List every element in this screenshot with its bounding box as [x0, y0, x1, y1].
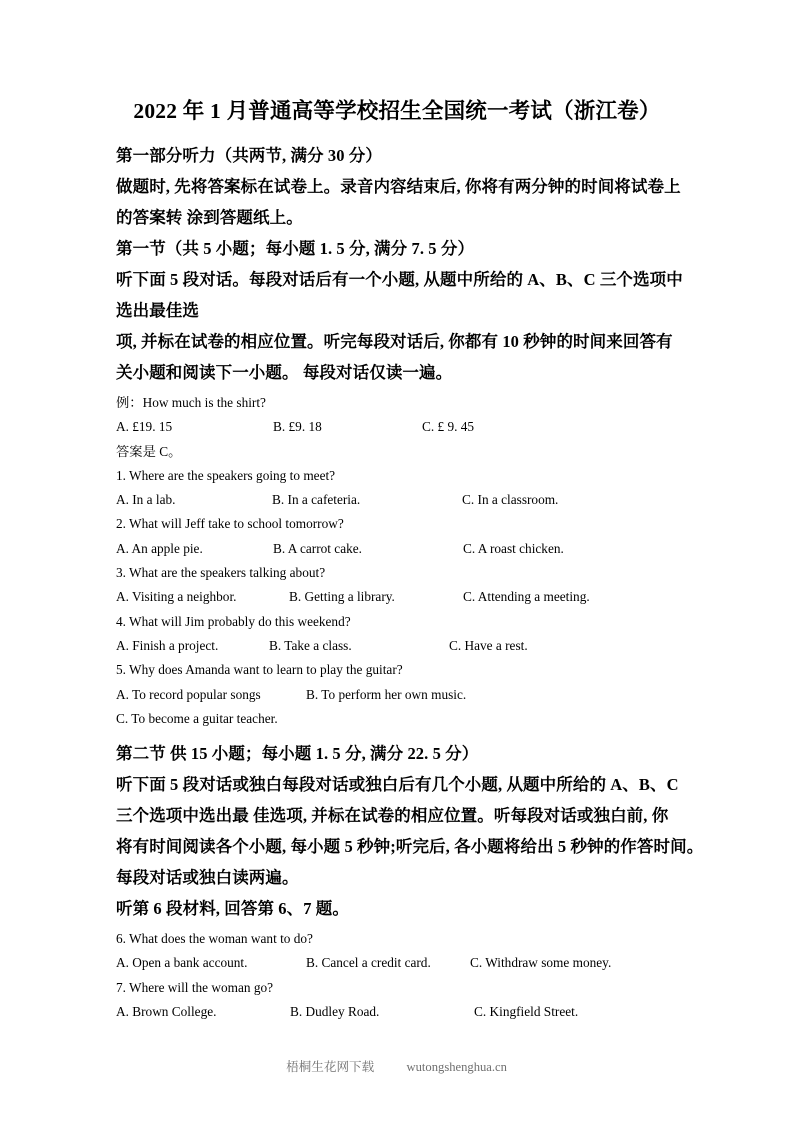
instruction-line: 选出最佳选	[116, 301, 199, 320]
example-option-c: C. £ 9. 45	[422, 419, 475, 435]
instruction-line: 的答案转 涂到答题纸上。	[116, 208, 303, 227]
example-option-a: A. £19. 15	[116, 419, 173, 435]
option-b[interactable]: B. To perform her own music.	[306, 686, 467, 702]
question-options	[116, 585, 678, 609]
option-c[interactable]: C. A roast chicken.	[463, 540, 564, 556]
example-prompt: 例：How much is the shirt?	[116, 395, 266, 410]
option-c[interactable]: C. Withdraw some money.	[470, 955, 612, 971]
option-c[interactable]: C. In a classroom.	[462, 492, 559, 508]
section-one-instructions	[116, 264, 683, 388]
example-answer: 答案是 C。	[116, 443, 182, 459]
material-6-heading: 听第 6 段材料, 回答第 6、7 题。	[116, 899, 349, 919]
option-a[interactable]: A. An apple pie.	[116, 540, 203, 556]
option-a[interactable]: A. Brown College.	[116, 1004, 217, 1020]
section-two-instructions	[116, 769, 704, 893]
questions-part-two	[116, 927, 678, 1024]
section-one-heading: 第一节（共 5 小题；每小题 1. 5 分, 满分 7. 5 分）	[116, 239, 475, 258]
question-stem: 4. What will Jim probably do this weekend?	[116, 613, 351, 629]
instruction-line: 听下面 5 段对话。每段对话后有一个小题, 从题中所给的 A、B、C 三个选项中	[116, 270, 683, 289]
instruction-line: 关小题和阅读下一小题。 每段对话仅读一遍。	[116, 363, 453, 382]
option-b[interactable]: B. Cancel a credit card.	[306, 955, 431, 971]
question-options	[116, 488, 678, 512]
instruction-line: 做题时, 先将答案标在试卷上。录音内容结束后, 你将有两分钟的时间将试卷上	[116, 177, 681, 196]
instruction-line: 三个选项中选出最 佳选项, 并标在试卷的相应位置。听每段对话或独白前, 你	[116, 806, 669, 826]
option-c[interactable]: C. To become a guitar teacher.	[116, 710, 278, 726]
question-stem: 7. Where will the woman go?	[116, 979, 274, 995]
question-options	[116, 537, 678, 561]
instruction-line: 将有时间阅读各个小题, 每小题 5 秒钟;听完后, 各小题将给出 5 秒钟的作答时间。	[116, 837, 704, 857]
footer-site-name: 梧桐生花网下载	[286, 1060, 375, 1074]
part-one-heading: 第一部分听力（共两节, 满分 30 分）	[116, 146, 382, 165]
question-options	[116, 707, 678, 731]
footer-watermark	[0, 1056, 793, 1075]
option-c[interactable]: C. Kingfield Street.	[474, 1004, 579, 1020]
page-title: 2022 年 1 月普通高等学校招生全国统一考试（浙江卷）	[133, 99, 661, 123]
option-c[interactable]: C. Have a rest.	[449, 637, 528, 653]
section-two-heading: 第二节 供 15 小题；每小题 1. 5 分, 满分 22. 5 分）	[116, 744, 479, 764]
option-a[interactable]: A. Visiting a neighbor.	[116, 589, 237, 605]
question-stem: 1. Where are the speakers going to meet?	[116, 467, 336, 483]
question-stem: 5. Why does Amanda want to learn to play the guitar?	[116, 662, 403, 678]
option-b[interactable]: B. In a cafeteria.	[272, 492, 361, 508]
spacer	[116, 731, 678, 738]
questions-part-one	[116, 464, 678, 731]
instruction-line: 项, 并标在试卷的相应位置。听完每段对话后, 你都有 10 秒钟的时间来回答有	[116, 332, 673, 351]
question-options	[116, 634, 678, 658]
option-c[interactable]: C. Attending a meeting.	[463, 589, 590, 605]
question-stem: 3. What are the speakers talking about?	[116, 565, 326, 581]
option-a[interactable]: A. To record popular songs	[116, 686, 261, 702]
footer-site-url: wutongshenghua.cn	[406, 1060, 507, 1074]
option-a[interactable]: A. Finish a project.	[116, 637, 219, 653]
example-option-b: B. £9. 18	[273, 419, 322, 435]
question-options	[116, 683, 678, 707]
option-b[interactable]: B. Getting a library.	[289, 589, 395, 605]
option-a[interactable]: A. Open a bank account.	[116, 955, 248, 971]
question-options	[116, 1000, 678, 1024]
instruction-line: 每段对话或独白读两遍。	[116, 868, 299, 888]
option-b[interactable]: B. Dudley Road.	[290, 1004, 380, 1020]
example-options	[116, 415, 678, 439]
instruction-line: 听下面 5 段对话或独白每段对话或独白后有几个小题, 从题中所给的 A、B、C	[116, 775, 679, 795]
option-a[interactable]: A. In a lab.	[116, 492, 176, 508]
question-options	[116, 951, 678, 975]
option-b[interactable]: B. A carrot cake.	[273, 540, 362, 556]
listening-instructions-1	[116, 171, 681, 233]
option-b[interactable]: B. Take a class.	[269, 637, 352, 653]
question-stem: 6. What does the woman want to do?	[116, 931, 313, 947]
question-stem: 2. What will Jeff take to school tomorrow?	[116, 516, 344, 532]
document-content	[116, 96, 704, 1024]
